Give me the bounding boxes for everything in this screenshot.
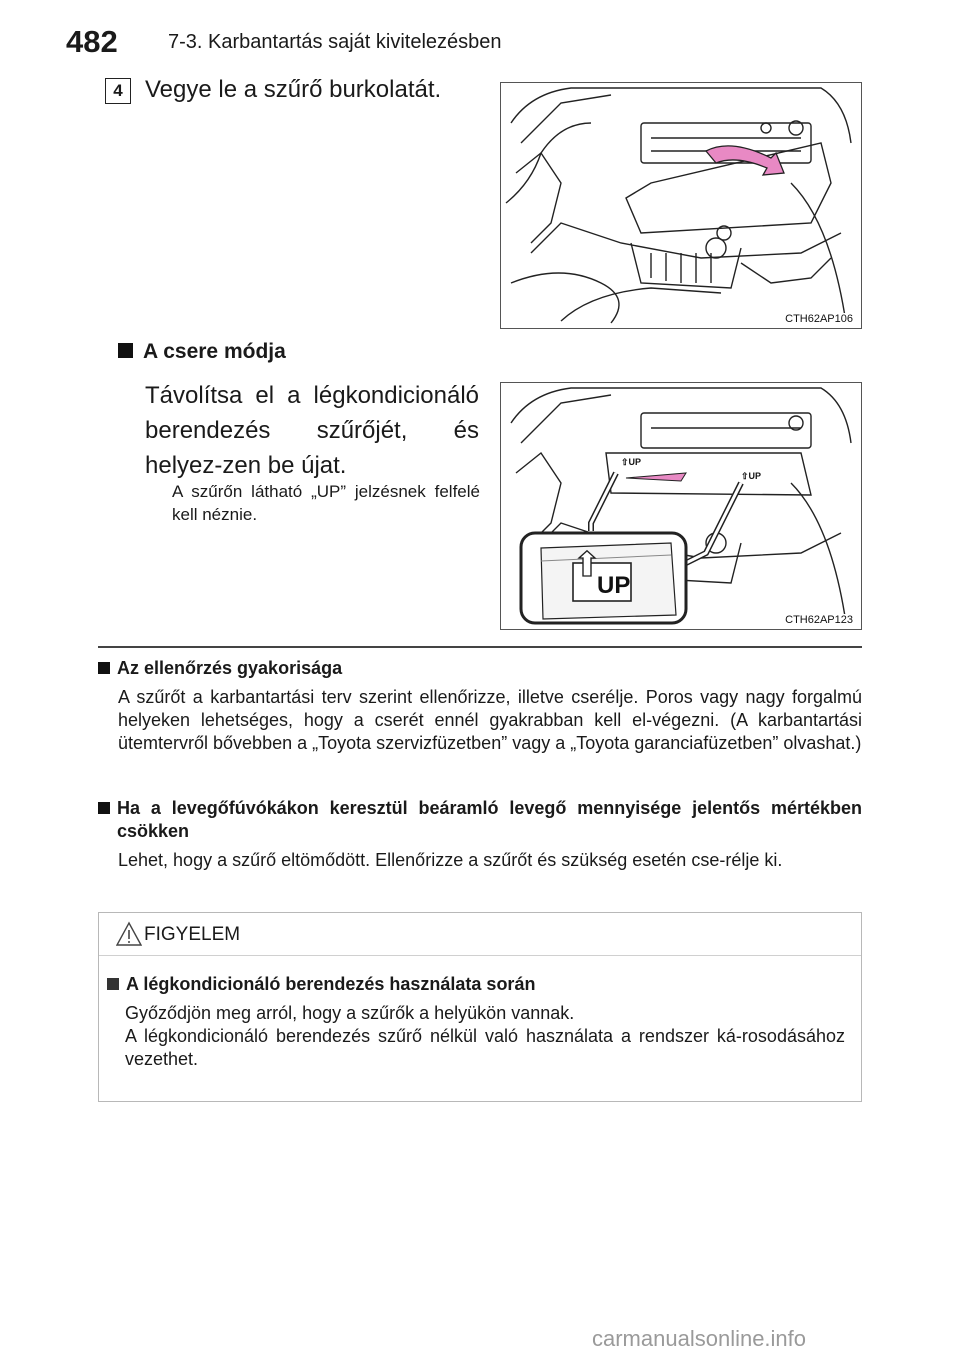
bullet-square-icon xyxy=(118,343,133,358)
svg-text:⇧UP: ⇧UP xyxy=(621,457,642,467)
section-heading xyxy=(118,340,286,364)
info-title xyxy=(98,657,862,680)
figure-code: CTH62AP106 xyxy=(785,313,853,325)
warning-paragraph: Győződjön meg arról, hogy a szűrők a helyükön vannak. A légkondicionáló berendezés szűrő nélkül való használata a rendszer ká-rosodásához vezethet. xyxy=(125,1003,845,1069)
section-divider xyxy=(98,646,862,648)
svg-text:⇧UP: ⇧UP xyxy=(741,471,762,481)
arrow-pink xyxy=(706,146,784,175)
watermark: carmanualsonline.info xyxy=(592,1326,807,1351)
filter-replacement-drawing xyxy=(501,383,861,629)
step-instruction: Vegye le a szűrő burkolatát. xyxy=(145,76,442,103)
info-title-text: Az ellenőrzés gyakorisága xyxy=(117,658,343,678)
warning-title xyxy=(99,973,861,996)
figure-code: CTH62AP123 xyxy=(785,614,853,626)
section-body: Távolítsa el a légkondicionáló berendezés szűrőjét, és helyez-zen be újat. xyxy=(145,382,479,479)
bullet-square-icon xyxy=(98,662,110,674)
filter-cover-drawing xyxy=(501,83,861,328)
warning-triangle-icon xyxy=(116,921,142,947)
warning-header xyxy=(99,913,861,956)
section-heading-text: A csere módja xyxy=(143,340,286,363)
step-number-badge: 4 xyxy=(105,78,131,104)
info-paragraph: Lehet, hogy a szűrő eltömődött. Ellenőrizze a szűrőt és szükség esetén cse-rélje ki. xyxy=(118,850,783,870)
warning-box xyxy=(98,912,862,1102)
warning-title-text: A légkondicionáló berendezés használata során xyxy=(126,974,536,994)
info-title-text: Ha a levegőfúvókákon keresztül beáramló levegő mennyisége jelentős mértékben csökken xyxy=(117,798,862,841)
info-title xyxy=(98,797,862,843)
info-section-airflow xyxy=(98,797,862,872)
up-label: UP xyxy=(597,572,631,599)
chapter-title: 7-3. Karbantartás saját kivitelezésben xyxy=(168,31,502,53)
bullet-square-icon xyxy=(107,978,119,990)
filter-replacement-illustration xyxy=(500,382,862,630)
page-number: 482 xyxy=(66,24,118,59)
filter-cover-illustration xyxy=(500,82,862,329)
section-note: A szűrőn látható „UP” jelzésnek felfelé kell néznie. xyxy=(172,482,480,524)
warning-body xyxy=(99,973,861,1071)
bullet-square-icon xyxy=(98,802,110,814)
info-paragraph: A szűrőt a karbantartási terv szerint ellenőrizze, illetve cserélje. Poros vagy nagy forgalmú helyeken lehetséges, hogy a cserét ennél gyakrabban kell el-végezni. (A karbantartási ütemtervről bővebben a „Toyota szervizfüzetben” vagy a „Toyota garanciafüzetben” olvashat.) xyxy=(118,687,862,753)
info-section-frequency xyxy=(98,657,862,755)
warning-label: FIGYELEM xyxy=(144,924,241,945)
